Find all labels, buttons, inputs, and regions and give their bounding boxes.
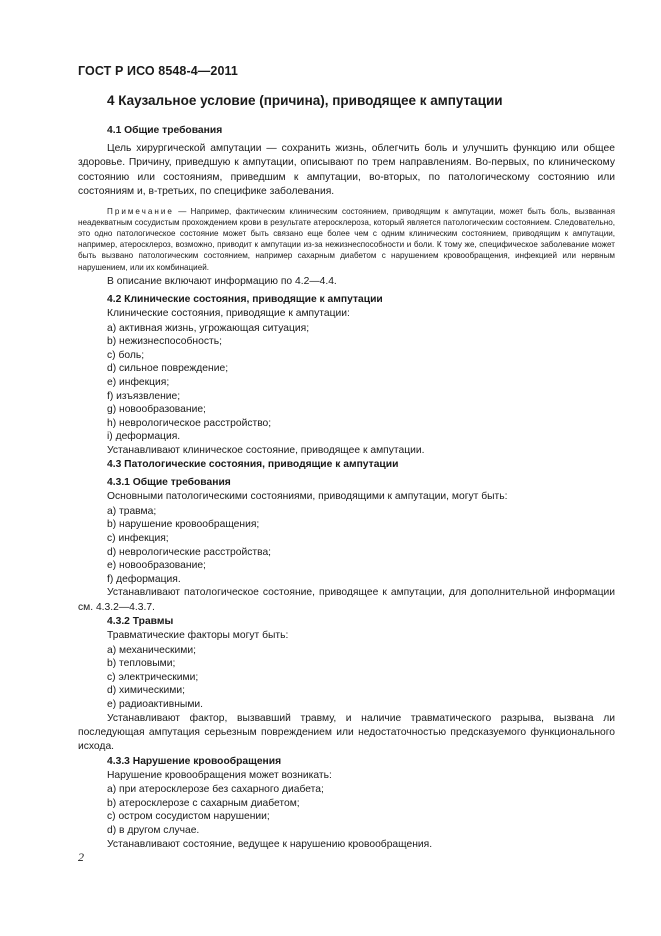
list-item: e) новообразование; (107, 560, 206, 572)
list-item: b) нежизнеспособность; (107, 336, 222, 348)
list-item: g) новообразование; (107, 404, 206, 416)
list-item: b) нарушение кровообращения; (107, 519, 260, 531)
paragraph-4-3-2-closing: Устанавливают фактор, вызвавший травму, и наличие травматического разрыва, вызвана ли последующая ампутация серьезным повреждением или недостаточностью предсказуемого функционального исхода. (78, 712, 615, 753)
document-body (78, 124, 615, 852)
list-item: a) травма; (107, 505, 157, 517)
paragraph-4-3-2-intro: Травматические факторы могут быть: (107, 630, 289, 642)
list-item: c) электрическими; (107, 671, 199, 683)
list-item: d) в другом случае. (107, 824, 200, 836)
list-item: c) инфекция; (107, 533, 169, 544)
paragraph-4-2-closing: Устанавливают клиническое состояние, приводящее к ампутации. (107, 445, 425, 456)
heading-4-2: 4.2 Клинические состояния, приводящие к ампутации (107, 294, 383, 306)
list-item: d) неврологические расстройства; (107, 546, 272, 558)
paragraph-4-3-1-closing: Устанавливают патологическое состояние, приводящее к ампутации, для дополнительной информации см. 4.3.2—4.3.7. (78, 587, 615, 613)
list-item: h) неврологическое расстройство; (107, 417, 272, 429)
note-label: Примечание (107, 206, 174, 216)
list-item: i) деформация. (107, 431, 181, 443)
page-number: 2 (78, 850, 84, 864)
section-title: 4 Каузальное условие (причина), приводящее к ампутации (107, 93, 503, 108)
list-item: c) остром сосудистом нарушении; (107, 811, 270, 823)
heading-4-1: 4.1 Общие требования (107, 125, 223, 136)
list-item: b) тепловыми; (107, 658, 176, 670)
list-item: c) боль; (107, 349, 145, 361)
list-item: d) сильное повреждение; (107, 363, 229, 375)
list-item: a) механическими; (107, 644, 196, 656)
paragraph-4-3-3-intro: Нарушение кровообращения может возникать: (107, 769, 332, 781)
paragraph-4-1-after: В описание включают информацию по 4.2—4.4. (107, 275, 337, 287)
paragraph-4-3-1-intro: Основными патологическими состояниями, приводящими к ампутации, могут быть: (107, 491, 508, 503)
list-item: f) деформация. (107, 573, 181, 585)
heading-4-3: 4.3 Патологические состояния, приводящие к ампутации (107, 459, 399, 471)
list-item: a) активная жизнь, угрожающая ситуация; (107, 322, 310, 334)
paragraph-4-3-3-closing: Устанавливают состояние, ведущее к нарушению кровообращения. (107, 838, 433, 850)
paragraph-4-2-intro: Клинические состояния, приводящие к ампутации: (107, 308, 350, 320)
paragraph-4-1: Цель хирургической ампутации — сохранить жизнь, облегчить боль и улучшить функцию или общее здоровье. Причину, приведшую к ампутации, описывают по трем направлениям. Во-первых, по клиническому состоянию или состояниям, приведшим к ампутации, во-вторых, по патологическому состоянию или состояниям и, в-третьих, по специфике заболевания. (78, 143, 615, 198)
heading-4-3-1: 4.3.1 Общие требования (107, 477, 231, 489)
list-item: f) изъязвление; (107, 390, 181, 402)
note-block (78, 206, 615, 273)
note-text: — Например, фактическим клиническим состоянием, приводящим к ампутации, может быть боль, вызванная неадекватным сосудистым прохождением крови в результате атеросклероза, который является патологическим состоянием. Следовательно, это одно патологическое состояние может быть связано еще более чем с одним клиническим состоянием, приводящим к ампутации, например, атеросклероз, возможно, приводит к ампутации из-за нежизнеспособности и боли. К тому же, специфическое заболевание может быть вызвано патологическим состоянием, например сахарным диабетом с нарушением кровообращения, инфекцией или нервным нарушением, или их комбинацией. (78, 206, 615, 272)
list-item: d) химическими; (107, 685, 185, 697)
heading-4-3-2: 4.3.2 Травмы (107, 616, 174, 628)
heading-4-3-3: 4.3.3 Нарушение кровообращения (107, 755, 282, 767)
list-item: e) радиоактивными. (107, 698, 204, 710)
list-item: a) при атеросклерозе без сахарного диабета; (107, 784, 324, 796)
list-item: b) атеросклерозе с сахарным диабетом; (107, 797, 300, 809)
list-item: e) инфекция; (107, 377, 170, 389)
document-header-id: ГОСТ Р ИСО 8548-4—2011 (78, 64, 238, 78)
